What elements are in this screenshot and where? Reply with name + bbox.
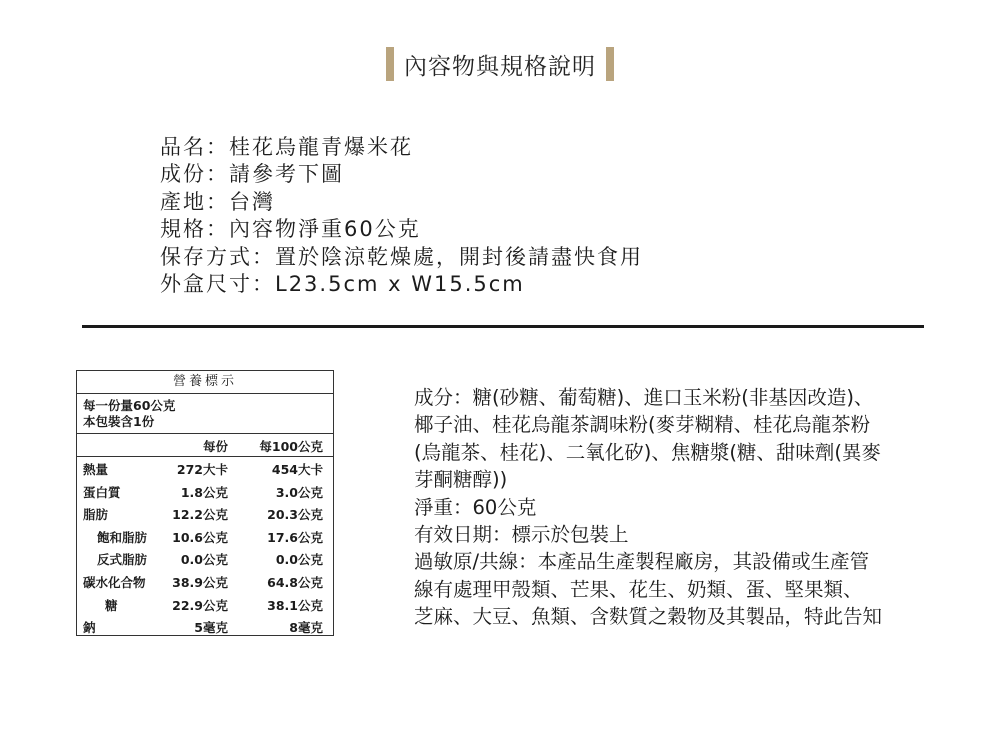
allergen-line: 過敏原/共線：本產品生產製程廠房，其設備或生產管 — [414, 550, 870, 574]
allergen-line: 芝麻、大豆、魚類、含麩質之穀物及其製品，特此告知 — [414, 605, 883, 629]
table-row — [77, 547, 333, 570]
table-row — [77, 457, 333, 480]
net-weight-line: 淨重：60公克 — [414, 495, 537, 519]
expiry-line: 有效日期：標示於包裝上 — [414, 523, 629, 547]
nutrient-name: 熱量 — [83, 462, 109, 477]
nutrient-per-serving: 1.8公克 — [180, 484, 228, 500]
nutrient-per-serving: 0.0公克 — [180, 552, 228, 568]
nutrient-name: 脂肪 — [83, 507, 109, 523]
spec-list — [160, 134, 643, 298]
spec-storage: 保存方式：置於陰涼乾燥處，開封後請盡快食用 — [160, 244, 643, 269]
nutrient-per-100g: 3.0公克 — [275, 484, 323, 500]
table-row — [77, 480, 333, 503]
nutrient-per-100g: 454大卡 — [271, 462, 323, 477]
nutrition-table — [76, 370, 334, 636]
spec-origin: 產地：台灣 — [160, 189, 275, 214]
allergen-line: 線有處理甲殼類、芒果、花生、奶類、蛋、堅果類、 — [414, 577, 863, 601]
table-row — [77, 615, 333, 638]
nutrient-per-serving: 10.6公克 — [172, 529, 228, 545]
title-right-bar — [606, 47, 614, 81]
serving-size: 每一份量60公克 — [83, 398, 176, 413]
page-title: 內容物與規格說明 — [404, 53, 596, 80]
ingredient-line: 成分：糖(砂糖、葡萄糖)、進口玉米粉(非基因改造)、 — [414, 386, 874, 409]
title-left-bar — [386, 47, 394, 81]
nutrient-name: 反式脂肪 — [97, 552, 148, 568]
nutrition-rows — [77, 457, 333, 638]
ingredients-block — [414, 384, 974, 631]
section-title — [0, 46, 1000, 82]
nutrient-name: 糖 — [105, 597, 118, 613]
nutrient-name: 飽和脂肪 — [97, 529, 148, 545]
nutrient-per-serving: 12.2公克 — [172, 507, 228, 523]
nutrient-per-100g: 20.3公克 — [267, 507, 323, 523]
spec-box-size: 外盒尺寸：L23.5cm x W15.5cm — [160, 272, 525, 297]
nutrient-name: 碳水化合物 — [83, 574, 146, 590]
table-row — [77, 525, 333, 548]
nutrition-title: 營養標示 — [77, 371, 333, 394]
col-per-100g: 每100公克 — [259, 439, 323, 454]
nutrition-column-header — [77, 434, 333, 457]
nutrient-per-serving: 272大卡 — [176, 462, 228, 477]
table-row — [77, 593, 333, 616]
spec-ingredients: 成份：請參考下圖 — [160, 162, 344, 187]
nutrient-per-serving: 22.9公克 — [172, 597, 228, 613]
nutrient-per-serving: 38.9公克 — [172, 574, 228, 590]
table-row — [77, 570, 333, 593]
nutrient-name: 鈉 — [83, 620, 96, 636]
servings-per-package: 本包裝含1份 — [83, 414, 155, 429]
col-per-serving: 每份 — [202, 439, 228, 454]
ingredient-line: 椰子油、桂花烏龍茶調味粉(麥芽糊精、桂花烏龍茶粉 — [414, 413, 871, 437]
nutrient-per-serving: 5毫克 — [194, 620, 228, 636]
divider — [82, 325, 924, 328]
nutrient-per-100g: 38.1公克 — [267, 597, 323, 613]
spec-product-name: 品名：桂花烏龍青爆米花 — [160, 135, 413, 159]
nutrient-per-100g: 64.8公克 — [267, 574, 323, 590]
nutrient-per-100g: 0.0公克 — [275, 552, 323, 568]
ingredient-line: (烏龍茶、桂花)、二氧化矽)、焦糖漿(糖、甜味劑(異麥 — [414, 440, 882, 464]
nutrient-per-100g: 17.6公克 — [267, 529, 323, 545]
table-row — [77, 502, 333, 525]
nutrient-name: 蛋白質 — [83, 484, 121, 500]
nutrition-serving-info — [77, 394, 333, 434]
ingredient-line: 芽酮糖醇)) — [414, 468, 508, 492]
spec-weight: 規格：內容物淨重60公克 — [160, 217, 421, 242]
nutrient-per-100g: 8毫克 — [289, 620, 323, 636]
